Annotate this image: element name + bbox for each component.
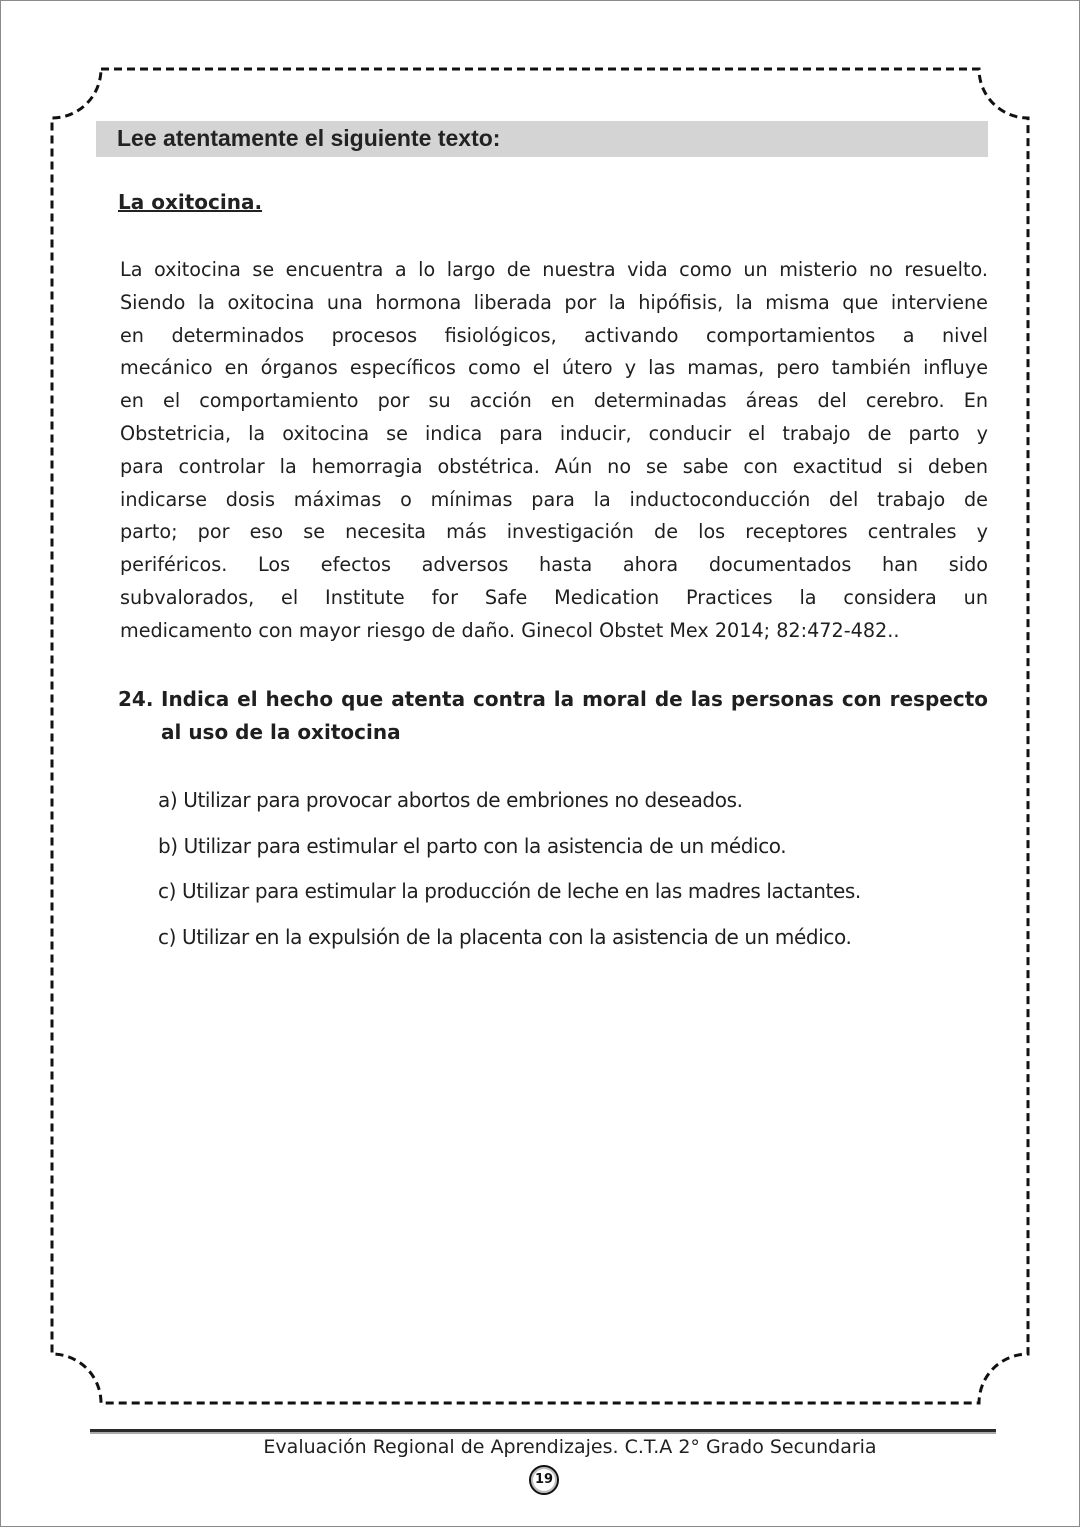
instruction-label: Lee atentamente el siguiente texto:	[117, 125, 501, 151]
passage-line: indicarse dosis máximas o mínimas para la inductoconducción del trabajo de	[120, 487, 988, 511]
question-number: 24.	[118, 687, 154, 711]
passage-line: periféricos. Los efectos adversos hasta ahora documentados han sido	[120, 553, 988, 577]
option-d[interactable]: c) Utilizar en la expulsión de la placenta con la asistencia de un médico.	[158, 924, 852, 949]
passage-line: en determinados procesos fisiológicos, activando comportamientos a nivel	[120, 323, 988, 347]
passage-line: Siendo la oxitocina una hormona liberada por la hipófisis, la misma que interviene	[120, 290, 988, 314]
footer-divider	[90, 1429, 996, 1434]
page-number-badge: 19	[529, 1465, 559, 1495]
reading-passage	[120, 254, 988, 648]
option-a[interactable]: a) Utilizar para provocar abortos de embriones no deseados.	[158, 788, 743, 812]
passage-line: parto; por eso se necesita más investigación de los receptores centrales y	[120, 520, 988, 544]
passage-line: La oxitocina se encuentra a lo largo de nuestra vida como un misterio no resuelto.	[120, 258, 988, 281]
option-c[interactable]: c) Utilizar para estimular la producción de leche en las madres lactantes.	[158, 879, 861, 903]
passage-line: Obstetricia, la oxitocina se indica para inducir, conducir el trabajo de parto y	[120, 421, 988, 445]
question-24	[118, 683, 988, 749]
passage-line: para controlar la hemorragia obstétrica. Aún no se sabe con exactitud si deben	[120, 454, 988, 478]
passage-line: en el comportamiento por su acción en determinadas áreas del cerebro. En	[120, 389, 988, 413]
option-b[interactable]: b) Utilizar para estimular el parto con la asistencia de un médico.	[158, 833, 787, 858]
footer-caption: Evaluación Regional de Aprendizajes. C.T.A 2° Grado Secundaria	[263, 1436, 877, 1458]
reading-title: La oxitocina.	[118, 190, 263, 214]
passage-line: mecánico en órganos específicos como el útero y las mamas, pero también influye	[120, 356, 988, 380]
answer-options	[158, 784, 978, 966]
passage-line: subvalorados, el Institute for Safe Medication Practices la considera un	[120, 585, 988, 609]
question-text: Indica el hecho que atenta contra la moral de las personas con respecto al uso de la oxitocina	[161, 687, 988, 744]
passage-line: medicamento con mayor riesgo de daño. Ginecol Obstet Mex 2014; 82:472-482..	[120, 618, 900, 642]
instruction-banner	[96, 121, 988, 157]
